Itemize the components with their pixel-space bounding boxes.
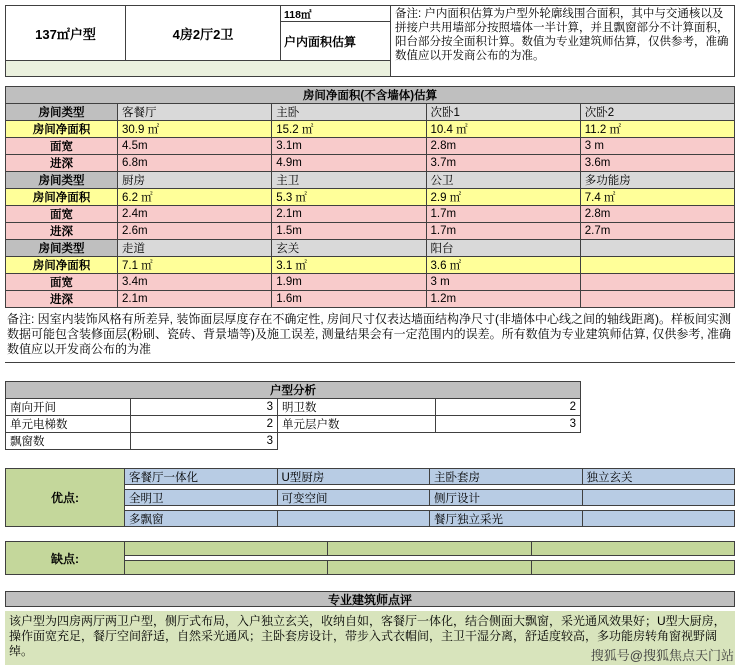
row-label: 房间类型: [6, 172, 118, 189]
cons-item: [328, 541, 531, 556]
room-width-cell: 3.1m: [272, 138, 426, 155]
room-width-cell: 2.4m: [118, 206, 272, 223]
analysis-value: 3: [436, 416, 581, 433]
table-row: [6, 155, 735, 172]
room-depth-cell: 6.8m: [118, 155, 272, 172]
room-type-cell: 主卫: [272, 172, 426, 189]
room-width-cell: 3 m: [580, 138, 734, 155]
interior-area-value: 118㎡: [281, 6, 390, 22]
measurement-note: 备注: 因室内装饰风格有所差异, 装饰面层厚度存在不确定性, 房间尺寸仅表达墙面结构净尺寸(非墙体中心线之间的轴线距离)。样板间实测数据可能包含装修面层(粉刷、瓷砖、背景墙等)及施工误差, 测量结果会有一定范围内的误差。所有数值为专业建筑师估算, 仅供参考, 准确数值应以开发商公布的为准: [5, 310, 735, 363]
room-area-cell: 30.9 ㎡: [118, 121, 272, 138]
pros-item: 多飘窗: [125, 510, 278, 527]
pros-item: U型厨房: [278, 468, 431, 485]
room-area-cell: 11.2 ㎡: [580, 121, 734, 138]
room-depth-cell: 2.6m: [118, 223, 272, 240]
room-type-cell: 次卧1: [426, 104, 580, 121]
room-type-cell: 多功能房: [580, 172, 734, 189]
cons-label: 缺点:: [5, 541, 125, 575]
analysis-label: 南向开间: [6, 399, 131, 416]
table-row: [6, 104, 735, 121]
row-label: 进深: [6, 155, 118, 172]
pros-section: [5, 468, 735, 527]
pros-item: 客餐厅一体化: [125, 468, 278, 485]
table-row: [6, 433, 581, 450]
room-width-cell: 2.1m: [272, 206, 426, 223]
table-row: [6, 416, 581, 433]
table-row: [6, 172, 735, 189]
pros-item: 全明卫: [125, 489, 278, 506]
analysis-value: 3: [131, 433, 278, 450]
analysis-value: 2: [436, 399, 581, 416]
pros-item: 独立玄关: [583, 468, 736, 485]
unit-analysis-table: [5, 381, 581, 450]
room-type-cell: 次卧2: [580, 104, 734, 121]
pros-item: 餐厅独立采光: [430, 510, 583, 527]
room-area-cell: 5.3 ㎡: [272, 189, 426, 206]
room-depth-cell: 3.7m: [426, 155, 580, 172]
header-table: [5, 5, 735, 77]
unit-type-text: 137㎡户型: [35, 26, 96, 42]
pros-item: 可变空间: [278, 489, 431, 506]
interior-area-cell: [281, 6, 391, 61]
room-depth-cell: 2.1m: [118, 291, 272, 308]
table-row: [6, 399, 581, 416]
row-label: 进深: [6, 223, 118, 240]
room-table-title: 房间净面积(不含墙体)估算: [6, 87, 735, 104]
layout-text: 4房2厅2卫: [172, 26, 234, 42]
room-table-title-row: [6, 87, 735, 104]
row-label: 面宽: [6, 206, 118, 223]
analysis-label: 飘窗数: [6, 433, 131, 450]
room-width-cell: 3.4m: [118, 274, 272, 291]
room-area-table: [5, 86, 735, 308]
room-depth-cell: 3.6m: [580, 155, 734, 172]
table-row: [6, 189, 735, 206]
cons-item: [125, 541, 328, 556]
room-type-cell: 走道: [118, 240, 272, 257]
row-label: 面宽: [6, 274, 118, 291]
cons-row: [125, 560, 735, 575]
table-row: [6, 206, 735, 223]
room-type-cell: [580, 240, 734, 257]
row-label: 房间类型: [6, 240, 118, 257]
table-row: [6, 291, 735, 308]
cons-item: [328, 560, 531, 575]
room-width-cell: 1.7m: [426, 206, 580, 223]
room-area-cell: 10.4 ㎡: [426, 121, 580, 138]
room-depth-cell: [580, 291, 734, 308]
room-type-cell: 厨房: [118, 172, 272, 189]
pros-item: 主卧套房: [430, 468, 583, 485]
analysis-value: 2: [131, 416, 278, 433]
layout-cell: [126, 6, 281, 61]
analysis-empty-cell: [436, 433, 581, 450]
watermark: 搜狐号@搜狐焦点天门站: [590, 648, 734, 663]
analysis-label: 单元电梯数: [6, 416, 131, 433]
unit-type-cell: [6, 6, 126, 61]
room-area-cell: 2.9 ㎡: [426, 189, 580, 206]
room-area-cell: 7.1 ㎡: [118, 257, 272, 274]
room-width-cell: 3 m: [426, 274, 580, 291]
analysis-title-row: [6, 382, 581, 399]
analysis-title: 户型分析: [6, 382, 581, 399]
pros-row: [125, 510, 735, 527]
room-area-cell: 3.1 ㎡: [272, 257, 426, 274]
room-type-cell: 公卫: [426, 172, 580, 189]
pros-item: [278, 510, 431, 527]
cons-section: [5, 541, 735, 575]
room-width-cell: 1.9m: [272, 274, 426, 291]
review-title: 专业建筑师点评: [5, 591, 735, 607]
interior-area-label: 户内面积估算: [284, 34, 357, 49]
row-label: 面宽: [6, 138, 118, 155]
pros-item: [583, 489, 736, 506]
review-content: 该户型为四房两厅两卫户型，侧厅式布局，入户独立玄关，收纳自如，客餐厅一体化，结合侧面大飘窗，采光通风效果好；U型大厨房，操作面宽充足，餐厅空间舒适，自然采光通风；主卧套房设计，带步入式衣帽间，主卫干湿分离，舒适度较高，多功能房转角窗视野阔绰。: [5, 611, 735, 665]
table-row: [6, 138, 735, 155]
room-width-cell: 2.8m: [580, 206, 734, 223]
table-row: [6, 223, 735, 240]
table-row: [6, 240, 735, 257]
cons-item: [532, 560, 735, 575]
room-area-cell: 7.4 ㎡: [580, 189, 734, 206]
cons-rows: [125, 541, 735, 575]
pros-label: 优点:: [5, 468, 125, 527]
room-depth-cell: 1.2m: [426, 291, 580, 308]
room-width-cell: 4.5m: [118, 138, 272, 155]
row-label: 房间净面积: [6, 189, 118, 206]
room-area-cell: 15.2 ㎡: [272, 121, 426, 138]
pros-rows: [125, 468, 735, 527]
row-label: 进深: [6, 291, 118, 308]
room-area-cell: 3.6 ㎡: [426, 257, 580, 274]
analysis-label: 单元层户数: [278, 416, 436, 433]
room-depth-cell: 1.6m: [272, 291, 426, 308]
analysis-value: 3: [131, 399, 278, 416]
cons-item: [125, 560, 328, 575]
pros-row: [125, 489, 735, 506]
row-label: 房间净面积: [6, 257, 118, 274]
table-row: [6, 257, 735, 274]
room-depth-cell: 1.5m: [272, 223, 426, 240]
pros-item: [583, 510, 736, 527]
cons-row: [125, 541, 735, 556]
pros-item: 侧厅设计: [430, 489, 583, 506]
room-width-cell: [580, 274, 734, 291]
room-type-cell: 主卧: [272, 104, 426, 121]
room-depth-cell: 2.7m: [580, 223, 734, 240]
analysis-label: 明卫数: [278, 399, 436, 416]
room-type-cell: 玄关: [272, 240, 426, 257]
table-row: [6, 274, 735, 291]
room-type-cell: 阳台: [426, 240, 580, 257]
room-area-cell: 6.2 ㎡: [118, 189, 272, 206]
analysis-empty-cell: [278, 433, 436, 450]
room-width-cell: 2.8m: [426, 138, 580, 155]
room-type-cell: 客餐厅: [118, 104, 272, 121]
room-depth-cell: 1.7m: [426, 223, 580, 240]
row-label: 房间净面积: [6, 121, 118, 138]
header-remark: 备注: 户内面积估算为户型外轮廓线围合面积，其中与交通核以及拼接户共用墙部分按照墙体一半计算，并且飘窗部分不计算面积，阳台部分按全面积计算。数值为专业建筑师估算，仅供参考，准确数值应以开发商公布的为准。: [391, 6, 735, 77]
room-area-cell: [580, 257, 734, 274]
room-depth-cell: 4.9m: [272, 155, 426, 172]
cons-item: [532, 541, 735, 556]
row-label: 房间类型: [6, 104, 118, 121]
pros-row: [125, 468, 735, 485]
empty-strip: [6, 61, 391, 77]
table-row: [6, 121, 735, 138]
